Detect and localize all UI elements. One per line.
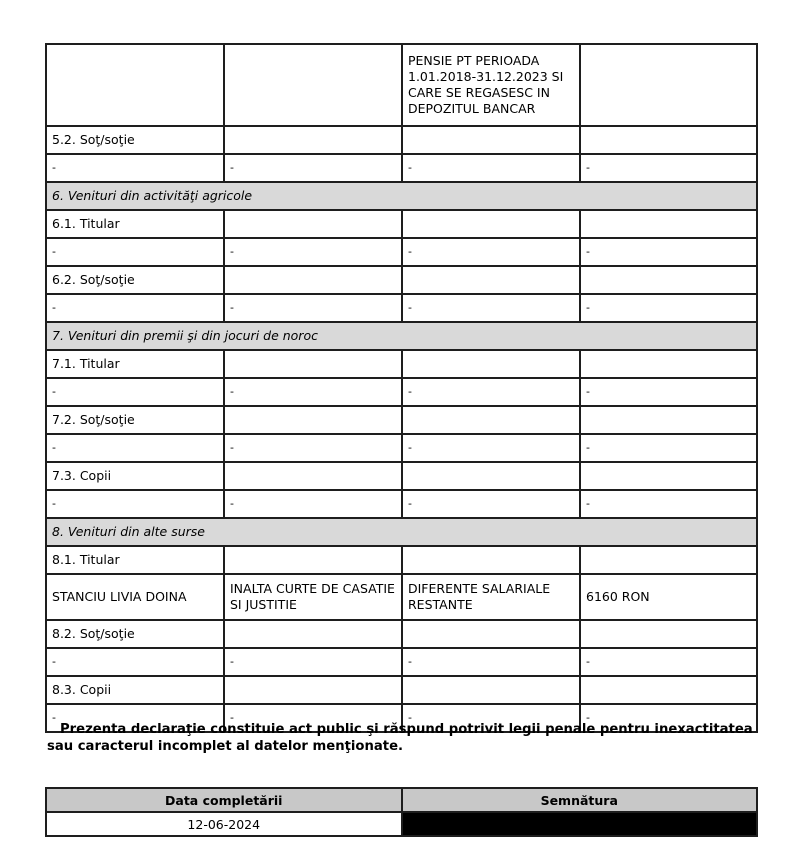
row-label: 7.3. Copii: [46, 462, 224, 490]
signature-header-row: [46, 788, 757, 812]
table-row-empty: [46, 434, 757, 462]
table-row-empty: [46, 294, 757, 322]
dash-cell: -: [402, 154, 580, 182]
section-title: 7. Venituri din premii şi din jocuri de noroc: [46, 322, 757, 350]
dash-cell: -: [46, 704, 224, 732]
dash-cell: -: [580, 648, 757, 676]
table-cell: [224, 620, 402, 648]
dash-cell: -: [402, 490, 580, 518]
beneficiary-cell: STANCIU LIVIA DOINA: [46, 574, 224, 620]
dash-cell: -: [46, 378, 224, 406]
signature-redacted: [402, 812, 758, 836]
table-row-7-2: [46, 406, 757, 434]
table-cell: [580, 676, 757, 704]
table-row-8-1: [46, 546, 757, 574]
dash-cell: -: [224, 648, 402, 676]
row-label: 8.1. Titular: [46, 546, 224, 574]
dash-cell: -: [46, 490, 224, 518]
dash-cell: -: [580, 294, 757, 322]
dash-cell: -: [46, 238, 224, 266]
dash-cell: -: [580, 378, 757, 406]
dash-cell: -: [46, 648, 224, 676]
table-cell: [224, 266, 402, 294]
table-row: [46, 44, 757, 126]
service-cell: DIFERENTE SALARIALE RESTANTE: [402, 574, 580, 620]
dash-cell: -: [580, 490, 757, 518]
section-title: 6. Venituri din activităţi agricole: [46, 182, 757, 210]
table-cell-service: PENSIE PT PERIOADA 1.01.2018-31.12.2023 SI CARE SE REGASESC IN DEPOZITUL BANCAR: [402, 44, 580, 126]
table-row-empty: [46, 154, 757, 182]
table-cell: [402, 406, 580, 434]
table-cell: [402, 126, 580, 154]
signature-table: [45, 787, 758, 837]
dash-cell: -: [580, 154, 757, 182]
dash-cell: -: [580, 434, 757, 462]
table-cell: [402, 676, 580, 704]
row-label: 7.1. Titular: [46, 350, 224, 378]
table-row-empty: [46, 490, 757, 518]
table-cell: [402, 462, 580, 490]
dash-cell: -: [46, 154, 224, 182]
table-row-7-3: [46, 462, 757, 490]
dash-cell: -: [402, 238, 580, 266]
table-row-6-1: [46, 210, 757, 238]
dash-cell: -: [224, 294, 402, 322]
dash-cell: -: [580, 238, 757, 266]
table-cell: [580, 210, 757, 238]
signature-header: Semnătura: [402, 788, 758, 812]
dash-cell: -: [580, 704, 757, 732]
table-cell: [402, 546, 580, 574]
table-row-6-2: [46, 266, 757, 294]
row-label: 5.2. Soţ/soţie: [46, 126, 224, 154]
table-row-empty: [46, 648, 757, 676]
table-cell: [402, 620, 580, 648]
table-cell: [580, 546, 757, 574]
section-row-7: [46, 322, 757, 350]
table-cell: [580, 126, 757, 154]
table-cell: [580, 350, 757, 378]
table-cell: [580, 620, 757, 648]
dash-cell: -: [224, 238, 402, 266]
table-cell: [46, 44, 224, 126]
dash-cell: -: [402, 378, 580, 406]
table-cell: [580, 44, 757, 126]
dash-cell: -: [402, 434, 580, 462]
dash-cell: -: [224, 704, 402, 732]
dash-cell: -: [46, 294, 224, 322]
section-row-8: [46, 518, 757, 546]
section-title: 8. Venituri din alte surse: [46, 518, 757, 546]
date-header: Data completării: [46, 788, 402, 812]
table-cell: [224, 126, 402, 154]
row-label: 7.2. Soţ/soţie: [46, 406, 224, 434]
table-cell: [224, 462, 402, 490]
table-cell: [580, 266, 757, 294]
statement-text: Prezenta declaraţie constituie act public şi răspund potrivit legii penale pentru inexactitatea sau caracterul incomplet al datelor menţionate.: [47, 722, 753, 754]
table-cell: [224, 350, 402, 378]
table-row-8-3: [46, 676, 757, 704]
table-cell: [224, 546, 402, 574]
dash-cell: -: [224, 154, 402, 182]
dash-cell: -: [402, 704, 580, 732]
dash-cell: -: [402, 648, 580, 676]
row-label: 6.2. Soţ/soţie: [46, 266, 224, 294]
table-cell: [402, 350, 580, 378]
table-cell: [224, 406, 402, 434]
table-cell: [580, 406, 757, 434]
dash-cell: -: [224, 434, 402, 462]
amount-cell: 6160 RON: [580, 574, 757, 620]
table-row-8-2: [46, 620, 757, 648]
dash-cell: -: [224, 490, 402, 518]
table-cell: [224, 44, 402, 126]
table-row-empty: [46, 238, 757, 266]
section-row-6: [46, 182, 757, 210]
dash-cell: -: [224, 378, 402, 406]
table-cell: [580, 462, 757, 490]
table-row-5-2: [46, 126, 757, 154]
table-cell: [402, 210, 580, 238]
dash-cell: -: [402, 294, 580, 322]
table-cell: [402, 266, 580, 294]
row-label: 8.2. Soţ/soţie: [46, 620, 224, 648]
legal-statement: [47, 721, 759, 755]
table-row-entry: [46, 574, 757, 620]
table-cell: [224, 210, 402, 238]
row-label: 6.1. Titular: [46, 210, 224, 238]
income-table: [45, 43, 758, 733]
table-row-7-1: [46, 350, 757, 378]
table-row-empty: [46, 378, 757, 406]
source-cell: INALTA CURTE DE CASATIE SI JUSTITIE: [224, 574, 402, 620]
dash-cell: -: [46, 434, 224, 462]
date-value: 12-06-2024: [46, 812, 402, 836]
row-label: 8.3. Copii: [46, 676, 224, 704]
signature-value-row: [46, 812, 757, 836]
table-cell: [224, 676, 402, 704]
